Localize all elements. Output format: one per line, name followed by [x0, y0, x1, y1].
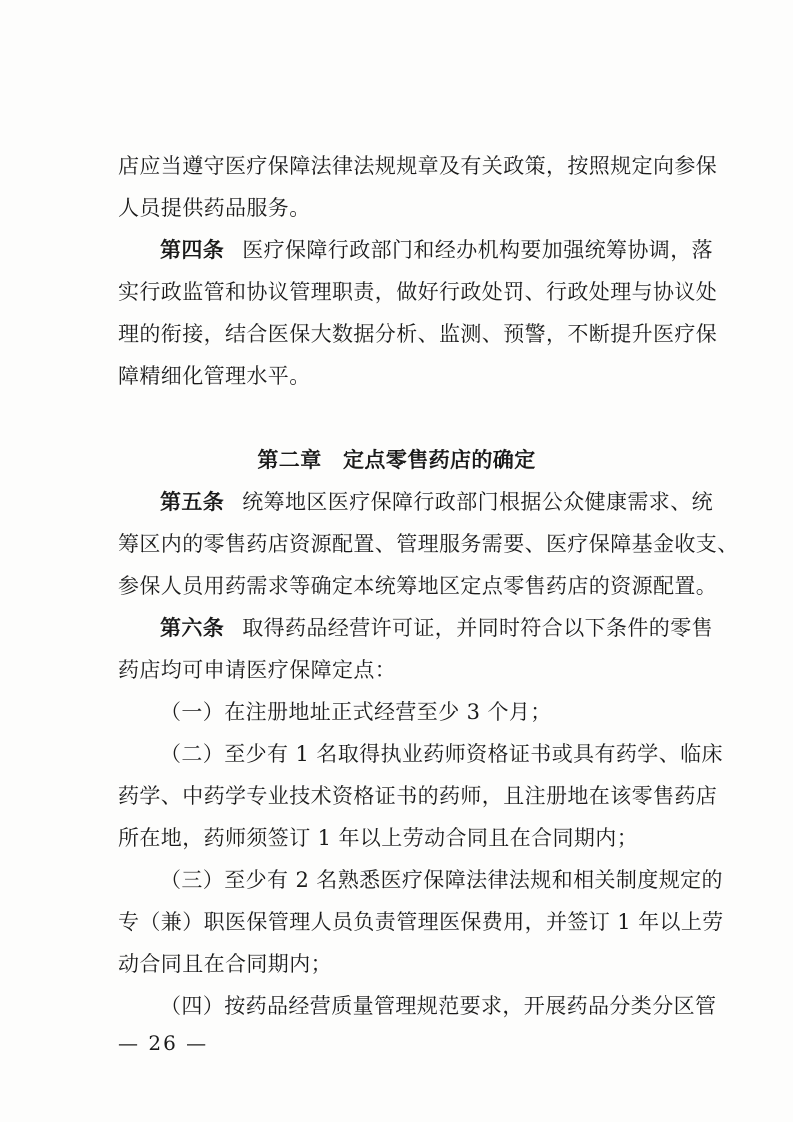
article-4-label: 第四条 [160, 237, 225, 262]
paragraph-line: 障精细化管理水平。 [118, 364, 311, 388]
paragraph-line: 理的衔接，结合医保大数据分析、监测、预警，不断提升医疗保 [118, 322, 718, 346]
paragraph-line: 专（兼）职医保管理人员负责管理医保费用，并签订 1 年以上劳 [118, 910, 724, 934]
article-5-label: 第五条 [160, 489, 225, 514]
paragraph-line: 人员提供药品服务。 [118, 196, 311, 220]
article-6-line [160, 614, 714, 642]
paragraph-line: 药店均可申请医疗保障定点： [118, 658, 397, 682]
article-5-text: 统筹地区医疗保障行政部门根据公众健康需求、统 [242, 490, 714, 514]
list-item-3: （三）至少有 2 名熟悉医疗保障法律法规和相关制度规定的 [160, 868, 723, 892]
paragraph-line: 实行政监管和协议管理职责，做好行政处罚、行政处理与协议处 [118, 280, 718, 304]
paragraph-line: 参保人员用药需求等确定本统筹地区定点零售药店的资源配置。 [118, 574, 718, 598]
chapter-title: 第二章 定点零售药店的确定 [257, 447, 536, 472]
paragraph-line: 店应当遵守医疗保障法律法规规章及有关政策，按照规定向参保 [118, 154, 718, 178]
list-item-1: （一）在注册地址正式经营至少 3 个月； [160, 700, 552, 724]
paragraph-line: 动合同且在合同期内； [118, 952, 332, 976]
article-4-text: 医疗保障行政部门和经办机构要加强统筹协调，落 [242, 238, 714, 262]
list-item-4: （四）按药品经营质量管理规范要求，开展药品分类分区管 [160, 994, 717, 1018]
paragraph-line: 筹区内的零售药店资源配置、管理服务需要、医疗保障基金收支、 [118, 532, 739, 556]
paragraph-line: 所在地，药师须签订 1 年以上劳动合同且在合同期内； [118, 826, 639, 850]
article-6-label: 第六条 [160, 615, 225, 640]
article-4-line [160, 236, 714, 264]
article-5-line [160, 488, 714, 516]
article-6-text: 取得药品经营许可证，并同时符合以下条件的零售 [242, 616, 714, 640]
list-item-2: （二）至少有 1 名取得执业药师资格证书或具有药学、临床 [160, 742, 723, 766]
paragraph-line: 药学、中药学专业技术资格证书的药师，且注册地在该零售药店 [118, 784, 718, 808]
page-number: — 26 — [118, 1031, 209, 1055]
